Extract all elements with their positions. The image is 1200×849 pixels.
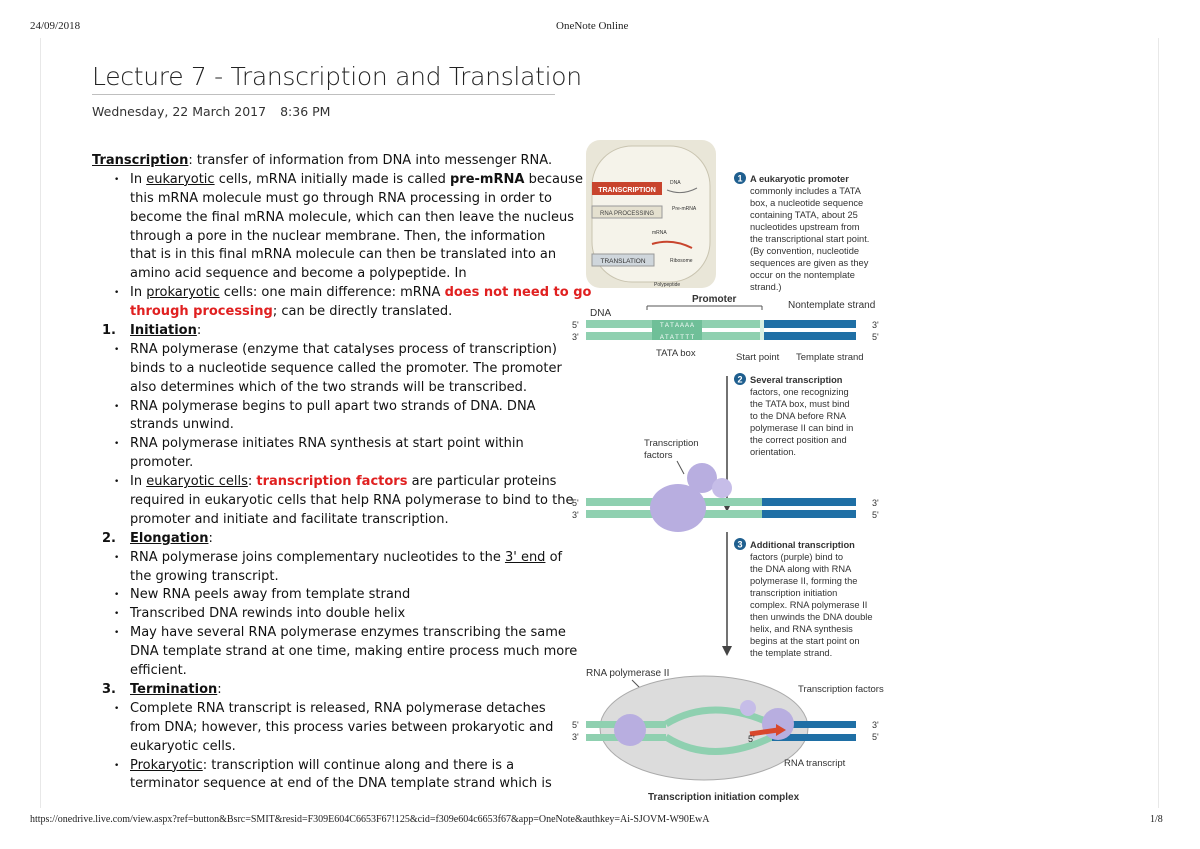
page-time: 8:36 PM [280, 104, 331, 119]
section-title: Initiation [130, 323, 197, 339]
tf-protein [712, 478, 732, 498]
svg-text:factors (purple) bind to: factors (purple) bind to [750, 552, 844, 562]
text: : [196, 323, 202, 339]
svg-text:then unwinds the DNA double: then unwinds the DNA double [750, 612, 873, 622]
complex-caption: Transcription initiation complex [648, 792, 800, 803]
svg-text:helix, and RNA synthesis: helix, and RNA synthesis [750, 624, 853, 634]
note-line: efficient. [130, 663, 187, 679]
note-line: through a pore in the nuclear membrane. Then, the information [130, 228, 546, 244]
note-line: that is in this final mRNA molecule can then be translated into an [130, 247, 557, 263]
section-title: Elongation [130, 530, 209, 546]
bullet-item [92, 341, 570, 360]
inset-dna: DNA [670, 180, 681, 186]
svg-text:orientation.: orientation. [750, 447, 796, 457]
svg-text:the transcriptional start poin: the transcriptional start point. [750, 234, 870, 244]
print-date: 24/09/2018 [30, 20, 81, 32]
note-line: eukaryotic cells. [130, 738, 236, 754]
bullet-icon: • [114, 401, 120, 412]
text: cells, mRNA initially made is called [214, 171, 450, 187]
bullet-item [92, 605, 570, 624]
svg-text:Several transcription: Several transcription [750, 375, 843, 385]
tf-protein [614, 714, 646, 746]
term-eukaryotic: eukaryotic [146, 171, 215, 187]
svg-text:occur on the nontemplate: occur on the nontemplate [750, 270, 855, 280]
svg-text:transcription initiation: transcription initiation [750, 588, 838, 598]
bullet-icon: • [114, 552, 120, 563]
end-label: 3' [872, 720, 879, 730]
list-number: 1. [102, 323, 116, 339]
end-label: 5' [748, 734, 755, 744]
svg-text:nucleotides upstream from: nucleotides upstream from [750, 222, 860, 232]
page-date: Wednesday, 22 March 2017 [92, 104, 267, 119]
arrow-down-icon [722, 646, 732, 656]
section-termination [92, 681, 570, 700]
svg-text:containing TATA, about 25: containing TATA, about 25 [750, 210, 858, 220]
transcription-definition: : transfer of information from DNA into messenger RNA. [188, 153, 553, 168]
tf-protein [740, 700, 756, 716]
svg-text:box, a nucleotide sequence: box, a nucleotide sequence [750, 198, 864, 208]
text: RNA polymerase initiates RNA synthesis at start point within [130, 436, 524, 452]
text: May have several RNA polymerase enzymes transcribing the same [130, 625, 566, 641]
note-line [92, 303, 570, 322]
print-url[interactable]: https://onedrive.live.com/view.aspx?ref=button&Bsrc=SMIT&resid=F309E604C6653F67!125&cid=f309e604c6653f67&app=OneNote&authkey=Ai-SJOVM-W90EwA [30, 814, 710, 825]
step3-caption [750, 540, 873, 658]
svg-text:the DNA along with RNA: the DNA along with RNA [750, 564, 852, 574]
note-line: also determines which of the two strands will be transcribed. [130, 379, 527, 395]
svg-text:the template strand.: the template strand. [750, 648, 833, 658]
bullet-icon: • [114, 288, 120, 299]
end-label: 3' [572, 510, 579, 520]
note-line: required in eukaryotic cells that help RNA polymerase to bind to the [130, 493, 574, 509]
svg-text:complex. RNA polymerase II: complex. RNA polymerase II [750, 600, 868, 610]
note-line: promoter and initiate and facilitate transcription. [130, 511, 449, 527]
section-initiation [92, 322, 570, 341]
bullet-icon: • [114, 609, 120, 620]
step-number: 2 [737, 374, 743, 385]
svg-text:the correct position and: the correct position and [750, 435, 847, 445]
text: of [545, 549, 563, 565]
note-line: become the final mRNA molecule, which can then leave the nucleus [130, 209, 574, 225]
step2-caption [750, 375, 853, 457]
svg-text:begins at the start point on: begins at the start point on [750, 636, 860, 646]
term-prokaryotic: prokaryotic [146, 285, 220, 301]
note-line: this mRNA molecule must go through RNA processing in order to [130, 190, 552, 206]
tata-sequence: T A T A A A A [659, 323, 695, 329]
bullet-icon: • [114, 477, 120, 488]
section-title: Termination [130, 681, 218, 697]
print-page-number: 1/8 [1150, 814, 1163, 825]
list-number: 2. [102, 530, 116, 546]
bullet-icon: • [114, 703, 120, 714]
svg-text:polymerase II can bind in: polymerase II can bind in [750, 423, 854, 433]
list-number: 3. [102, 681, 116, 697]
bullet-icon: • [114, 760, 120, 771]
bullet-icon: • [114, 439, 120, 450]
tata-sequence: A T A T T T T [659, 335, 695, 341]
page-border-left [40, 38, 41, 808]
note-line: from DNA; however, this process varies between prokaryotic and [130, 719, 554, 735]
end-label: 5' [872, 510, 879, 520]
emphasis-red: through processing [130, 304, 273, 320]
title-divider [92, 94, 555, 95]
tf-label: Transcription [644, 438, 699, 449]
text: are particular proteins [407, 474, 557, 490]
page-border-right [1158, 38, 1159, 808]
end-label: 3' [572, 332, 579, 342]
inset-pre-mrna: Pre-mRNA [672, 206, 697, 212]
text: In [130, 474, 147, 490]
note-line [92, 152, 570, 171]
term-pre-mrna: pre-mRNA [450, 171, 525, 187]
text: Complete RNA transcript is released, RNA polymerase detaches [130, 700, 546, 716]
svg-text:A eukaryotic promoter: A eukaryotic promoter [750, 174, 849, 184]
term-3-prime-end: 3' end [504, 549, 546, 565]
term-transcription: Transcription [92, 153, 189, 168]
tf-label: factors [644, 450, 673, 461]
section-elongation [92, 530, 570, 549]
end-label: 3' [572, 732, 579, 742]
text: RNA polymerase (enzyme that catalyses process of transcription) [130, 341, 557, 357]
tf-protein [762, 708, 794, 740]
note-line: binds to a nucleotide sequence called the promoter. The promoter [130, 360, 562, 376]
svg-text:polymerase II, forming the: polymerase II, forming the [750, 576, 858, 586]
text: : [247, 474, 257, 490]
bullet-icon: • [114, 628, 120, 639]
transcription-initiation-figure [572, 136, 912, 808]
svg-text:Additional transcription: Additional transcription [750, 540, 855, 550]
svg-text:the TATA box, must bind: the TATA box, must bind [750, 399, 850, 409]
inset-mrna: mRNA [652, 230, 667, 236]
note-line: strands unwind. [130, 417, 234, 433]
inset-translation: TRANSLATION [600, 258, 646, 265]
bullet-item [92, 171, 583, 190]
tf-right-label: Transcription factors [798, 684, 884, 695]
print-app-title: OneNote Online [556, 20, 629, 32]
note-body[interactable] [92, 152, 592, 794]
bullet-item [92, 284, 592, 303]
text: Transcribed DNA rewinds into double helix [130, 606, 406, 622]
bullet-item [92, 549, 570, 568]
bullet-item [92, 624, 570, 643]
end-label: 5' [872, 332, 879, 342]
term-eukaryotic-cells: eukaryotic cells [146, 474, 248, 490]
nontemplate-label: Nontemplate strand [788, 300, 876, 311]
inset-polypeptide: Polypeptide [654, 282, 681, 288]
rna-transcript-label: RNA transcript [784, 758, 846, 769]
note-line: amino acid sequence and become a polypeptide. In [130, 266, 467, 282]
dna-label: DNA [590, 308, 612, 319]
step-number: 3 [737, 539, 743, 550]
promoter-label: Promoter [692, 294, 737, 305]
bullet-item [92, 757, 570, 776]
template-strand-label: Template strand [796, 352, 864, 363]
note-line: promoter. [130, 455, 194, 471]
end-label: 5' [572, 720, 579, 730]
bullet-icon: • [114, 174, 120, 185]
text: : transcription will continue along and there is a [202, 757, 515, 773]
text: : [208, 530, 213, 546]
svg-text:factors, one recognizing: factors, one recognizing [750, 387, 849, 397]
bullet-item [92, 398, 570, 417]
text: RNA polymerase joins complementary nucleotides to the [130, 549, 505, 565]
text: RNA polymerase begins to pull apart two strands of DNA. DNA [130, 398, 536, 414]
bullet-item [92, 435, 570, 454]
tata-box-label: TATA box [656, 348, 696, 359]
bullet-item [92, 700, 570, 719]
text: In [130, 171, 147, 187]
inset-rna-processing: RNA PROCESSING [599, 211, 655, 217]
inset-transcription: TRANSCRIPTION [598, 187, 656, 194]
note-line: DNA template strand at one time, making entire process much more [130, 644, 578, 660]
svg-text:(By convention, nucleotide: (By convention, nucleotide [750, 246, 860, 256]
text: cells: one main difference: mRNA [219, 285, 445, 301]
text: New RNA peels away from template strand [130, 587, 411, 603]
note-line: terminator sequence at end of the DNA template strand which is [130, 776, 552, 792]
page-title[interactable]: Lecture 7 - Transcription and Translation [92, 62, 582, 91]
bullet-item [92, 473, 570, 492]
end-label: 5' [872, 732, 879, 742]
end-label: 3' [872, 320, 879, 330]
end-label: 3' [872, 498, 879, 508]
bullet-icon: • [114, 590, 120, 601]
emphasis-red: does not need to go [444, 285, 592, 301]
text: because [524, 171, 583, 187]
svg-text:sequences are given as they: sequences are given as they [750, 258, 869, 268]
step-number: 1 [737, 173, 743, 184]
text: : [217, 681, 222, 697]
bullet-icon: • [114, 344, 120, 355]
start-point-label: Start point [736, 352, 780, 363]
text: In [130, 285, 147, 301]
end-label: 5' [572, 498, 579, 508]
svg-text:strand.): strand.) [750, 282, 782, 292]
svg-text:commonly includes a TATA: commonly includes a TATA [750, 186, 861, 196]
svg-text:to the DNA before RNA: to the DNA before RNA [750, 411, 847, 421]
end-label: 5' [572, 320, 579, 330]
emphasis-red: transcription factors [256, 474, 408, 490]
term-prokaryotic: Prokaryotic [130, 757, 203, 773]
bullet-item [92, 586, 570, 605]
note-line: the growing transcript. [130, 568, 279, 584]
step1-caption [750, 174, 869, 292]
text: ; can be directly translated. [272, 304, 453, 320]
rna-polymerase-label: RNA polymerase II [586, 668, 670, 679]
page-datetime [92, 104, 340, 119]
inset-ribosome: Ribosome [670, 258, 693, 264]
